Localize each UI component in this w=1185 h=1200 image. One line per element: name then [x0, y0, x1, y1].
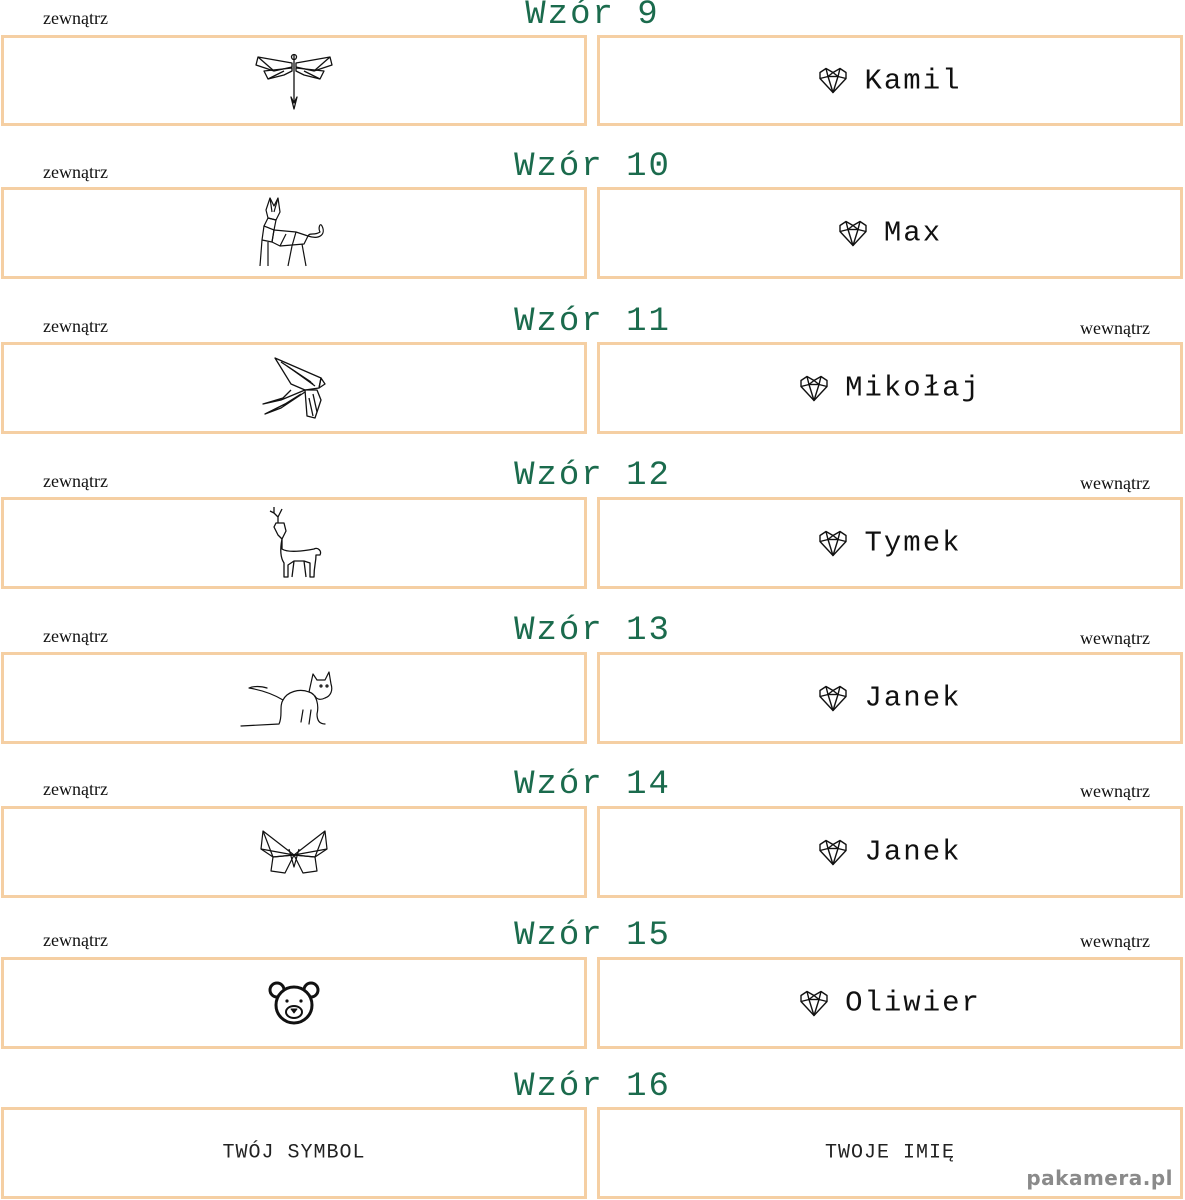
outside-label: zewnątrz	[43, 626, 108, 646]
outside-engraving-box	[1, 497, 587, 589]
geometric-heart-icon	[818, 838, 848, 866]
design-title: Wzór 12	[514, 457, 671, 495]
butterfly-icon	[259, 827, 329, 877]
geometric-heart-icon	[838, 219, 868, 247]
outside-engraving-box	[1, 652, 587, 744]
inside-label: wewnątrz	[1080, 473, 1150, 493]
inside-engraving-box	[597, 187, 1183, 279]
name-placeholder: TWOJE IMIĘ	[824, 1141, 956, 1165]
inside-label: wewnątrz	[1080, 931, 1150, 951]
geometric-heart-icon	[799, 989, 829, 1017]
geometric-heart-icon	[818, 529, 848, 557]
design-title: Wzór 11	[514, 303, 671, 341]
inside-label: wewnątrz	[1080, 628, 1150, 648]
engraved-name: Janek	[864, 835, 962, 869]
fox-icon	[256, 196, 332, 270]
inside-engraving-box	[597, 652, 1183, 744]
outside-label: zewnątrz	[43, 779, 108, 799]
inside-label: wewnątrz	[1080, 781, 1150, 801]
design-title: Wzór 13	[514, 612, 671, 650]
inside-engraving-box	[597, 957, 1183, 1049]
outside-label: zewnątrz	[43, 930, 108, 950]
watermark: pakamera.pl	[1026, 1166, 1173, 1190]
inside-engraving-box	[597, 497, 1183, 589]
design-title: Wzór 15	[514, 917, 671, 955]
inside-label: wewnątrz	[1080, 318, 1150, 338]
dragonfly-icon	[254, 51, 334, 111]
engraved-name: Tymek	[864, 526, 962, 560]
outside-engraving-box	[1, 35, 587, 126]
cat-icon	[239, 666, 349, 730]
design-title: Wzór 10	[514, 148, 671, 186]
deer-icon	[264, 505, 324, 581]
outside-engraving-box	[1, 957, 587, 1049]
engraved-name: Kamil	[864, 64, 962, 97]
outside-label: zewnątrz	[43, 8, 108, 28]
inside-engraving-box	[597, 35, 1183, 126]
engraved-name: Max	[883, 216, 943, 250]
inside-engraving-box	[597, 806, 1183, 898]
engraved-name: Mikołaj	[845, 371, 981, 405]
geometric-heart-icon	[799, 374, 829, 402]
engraved-name: Janek	[864, 681, 962, 715]
outside-engraving-box	[1, 187, 587, 279]
geometric-heart-icon	[818, 684, 848, 712]
outside-engraving-box	[1, 1107, 587, 1199]
design-title: Wzór 9	[525, 0, 660, 34]
symbol-placeholder: TWÓJ SYMBOL	[222, 1141, 366, 1165]
geometric-heart-icon	[818, 67, 848, 95]
outside-label: zewnątrz	[43, 162, 108, 182]
bear-icon	[268, 980, 320, 1026]
outside-engraving-box	[1, 806, 587, 898]
inside-engraving-box	[597, 342, 1183, 434]
design-title: Wzór 14	[514, 766, 671, 804]
outside-label: zewnątrz	[43, 471, 108, 491]
outside-engraving-box	[1, 342, 587, 434]
design-title: Wzór 16	[514, 1068, 671, 1106]
swallow-icon	[261, 354, 327, 422]
engraved-name: Oliwier	[845, 986, 981, 1020]
outside-label: zewnątrz	[43, 316, 108, 336]
